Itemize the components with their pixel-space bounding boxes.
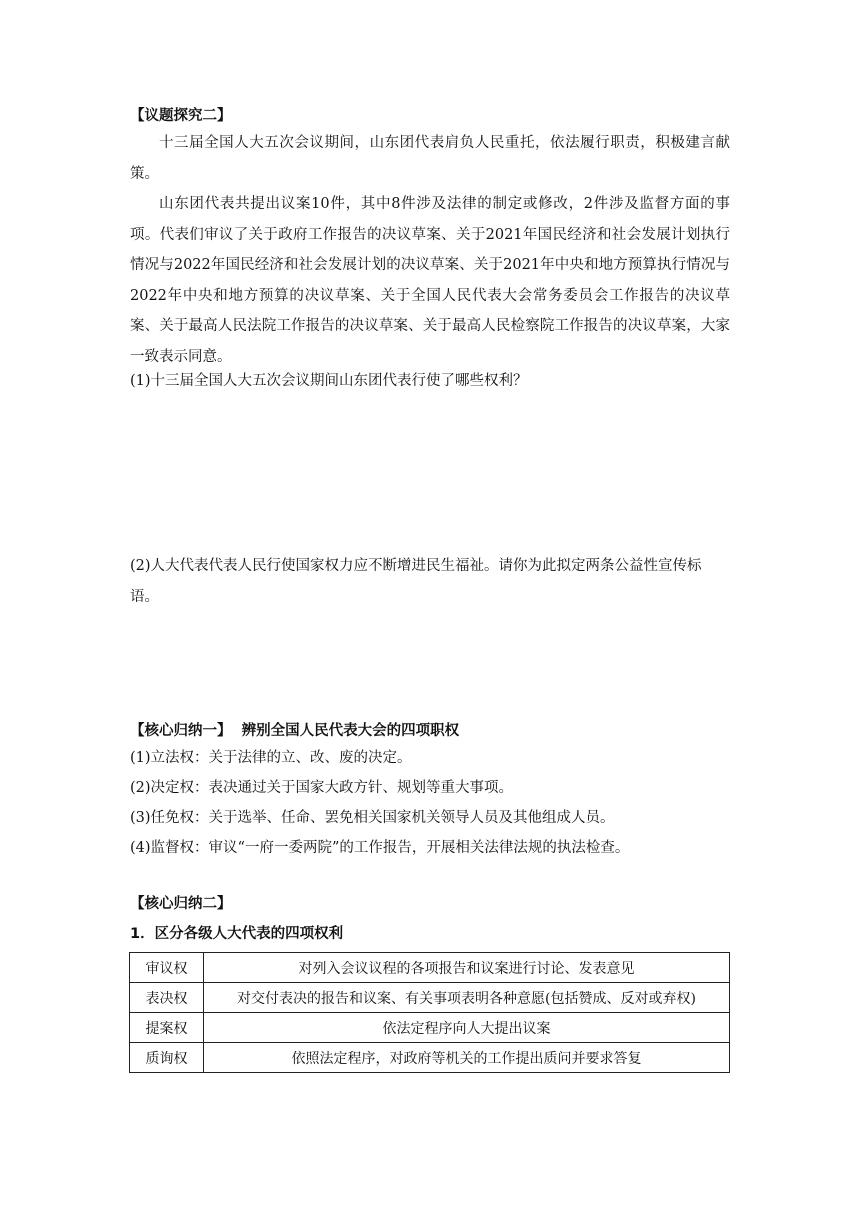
summary-heading-2: 【核心归纳二】: [130, 896, 232, 912]
power-item: (1)立法权：关于法律的立、改、废的决定。: [130, 750, 412, 766]
right-name: 审议权: [130, 953, 204, 983]
power-item: (3)任免权：关于选举、任命、罢免相关国家机关领导人员及其他组成人员。: [130, 810, 615, 826]
summary-heading-1: 【核心归纳一】 辨别全国人民代表大会的四项职权: [130, 723, 460, 739]
paragraph-intro: 十三届全国人大五次会议期间，山东团代表肩负人民重托，依法履行职责，积极建言献策。: [130, 135, 730, 182]
right-name: 表决权: [130, 983, 204, 1013]
question-1: (1)十三届全国人大五次会议期间山东团代表行使了哪些权利？: [130, 373, 528, 389]
right-description: 依法定程序向人大提出议案: [204, 1013, 730, 1043]
right-description: 依照法定程序，对政府等机关的工作提出质问并要求答复: [204, 1043, 730, 1073]
power-item: (2)决定权：表决通过关于国家大政方针、规划等重大事项。: [130, 780, 514, 796]
section-heading: 【议题探究二】: [130, 108, 232, 124]
table-row: [130, 953, 730, 983]
right-name: 质询权: [130, 1043, 204, 1073]
rights-table: [129, 952, 730, 1073]
table-row: [130, 1043, 730, 1073]
paragraph-body: 山东团代表共提出议案10件，其中8件涉及法律的制定或修改，2件涉及监督方面的事项。代表们审议了关于政府工作报告的决议草案、关于2021年国民经济和社会发展计划执行情况与2022年国民经济和社会发展计划的决议草案、关于2021年中央和地方预算执行情况与2022年中央和地方预算的决议草案、关于全国人民代表大会常务委员会工作报告的决议草案、关于最高人民法院工作报告的决议草案、关于最高人民检察院工作报告的决议草案，大家一致表示同意。: [130, 196, 730, 365]
table-caption: 1．区分各级人大代表的四项权利: [130, 926, 344, 942]
table-row: [130, 1013, 730, 1043]
table-row: [130, 983, 730, 1013]
question-2: (2)人大代表代表人民行使国家权力应不断增进民生福祉。请你为此拟定两条公益性宣传标语。: [130, 558, 702, 605]
right-name: 提案权: [130, 1013, 204, 1043]
right-description: 对列入会议议程的各项报告和议案进行讨论、发表意见: [204, 953, 730, 983]
right-description: 对交付表决的报告和议案、有关事项表明各种意愿(包括赞成、反对或弃权): [204, 983, 730, 1013]
power-item: (4)监督权：审议“一府一委两院”的工作报告，开展相关法律法规的执法检查。: [130, 840, 630, 856]
